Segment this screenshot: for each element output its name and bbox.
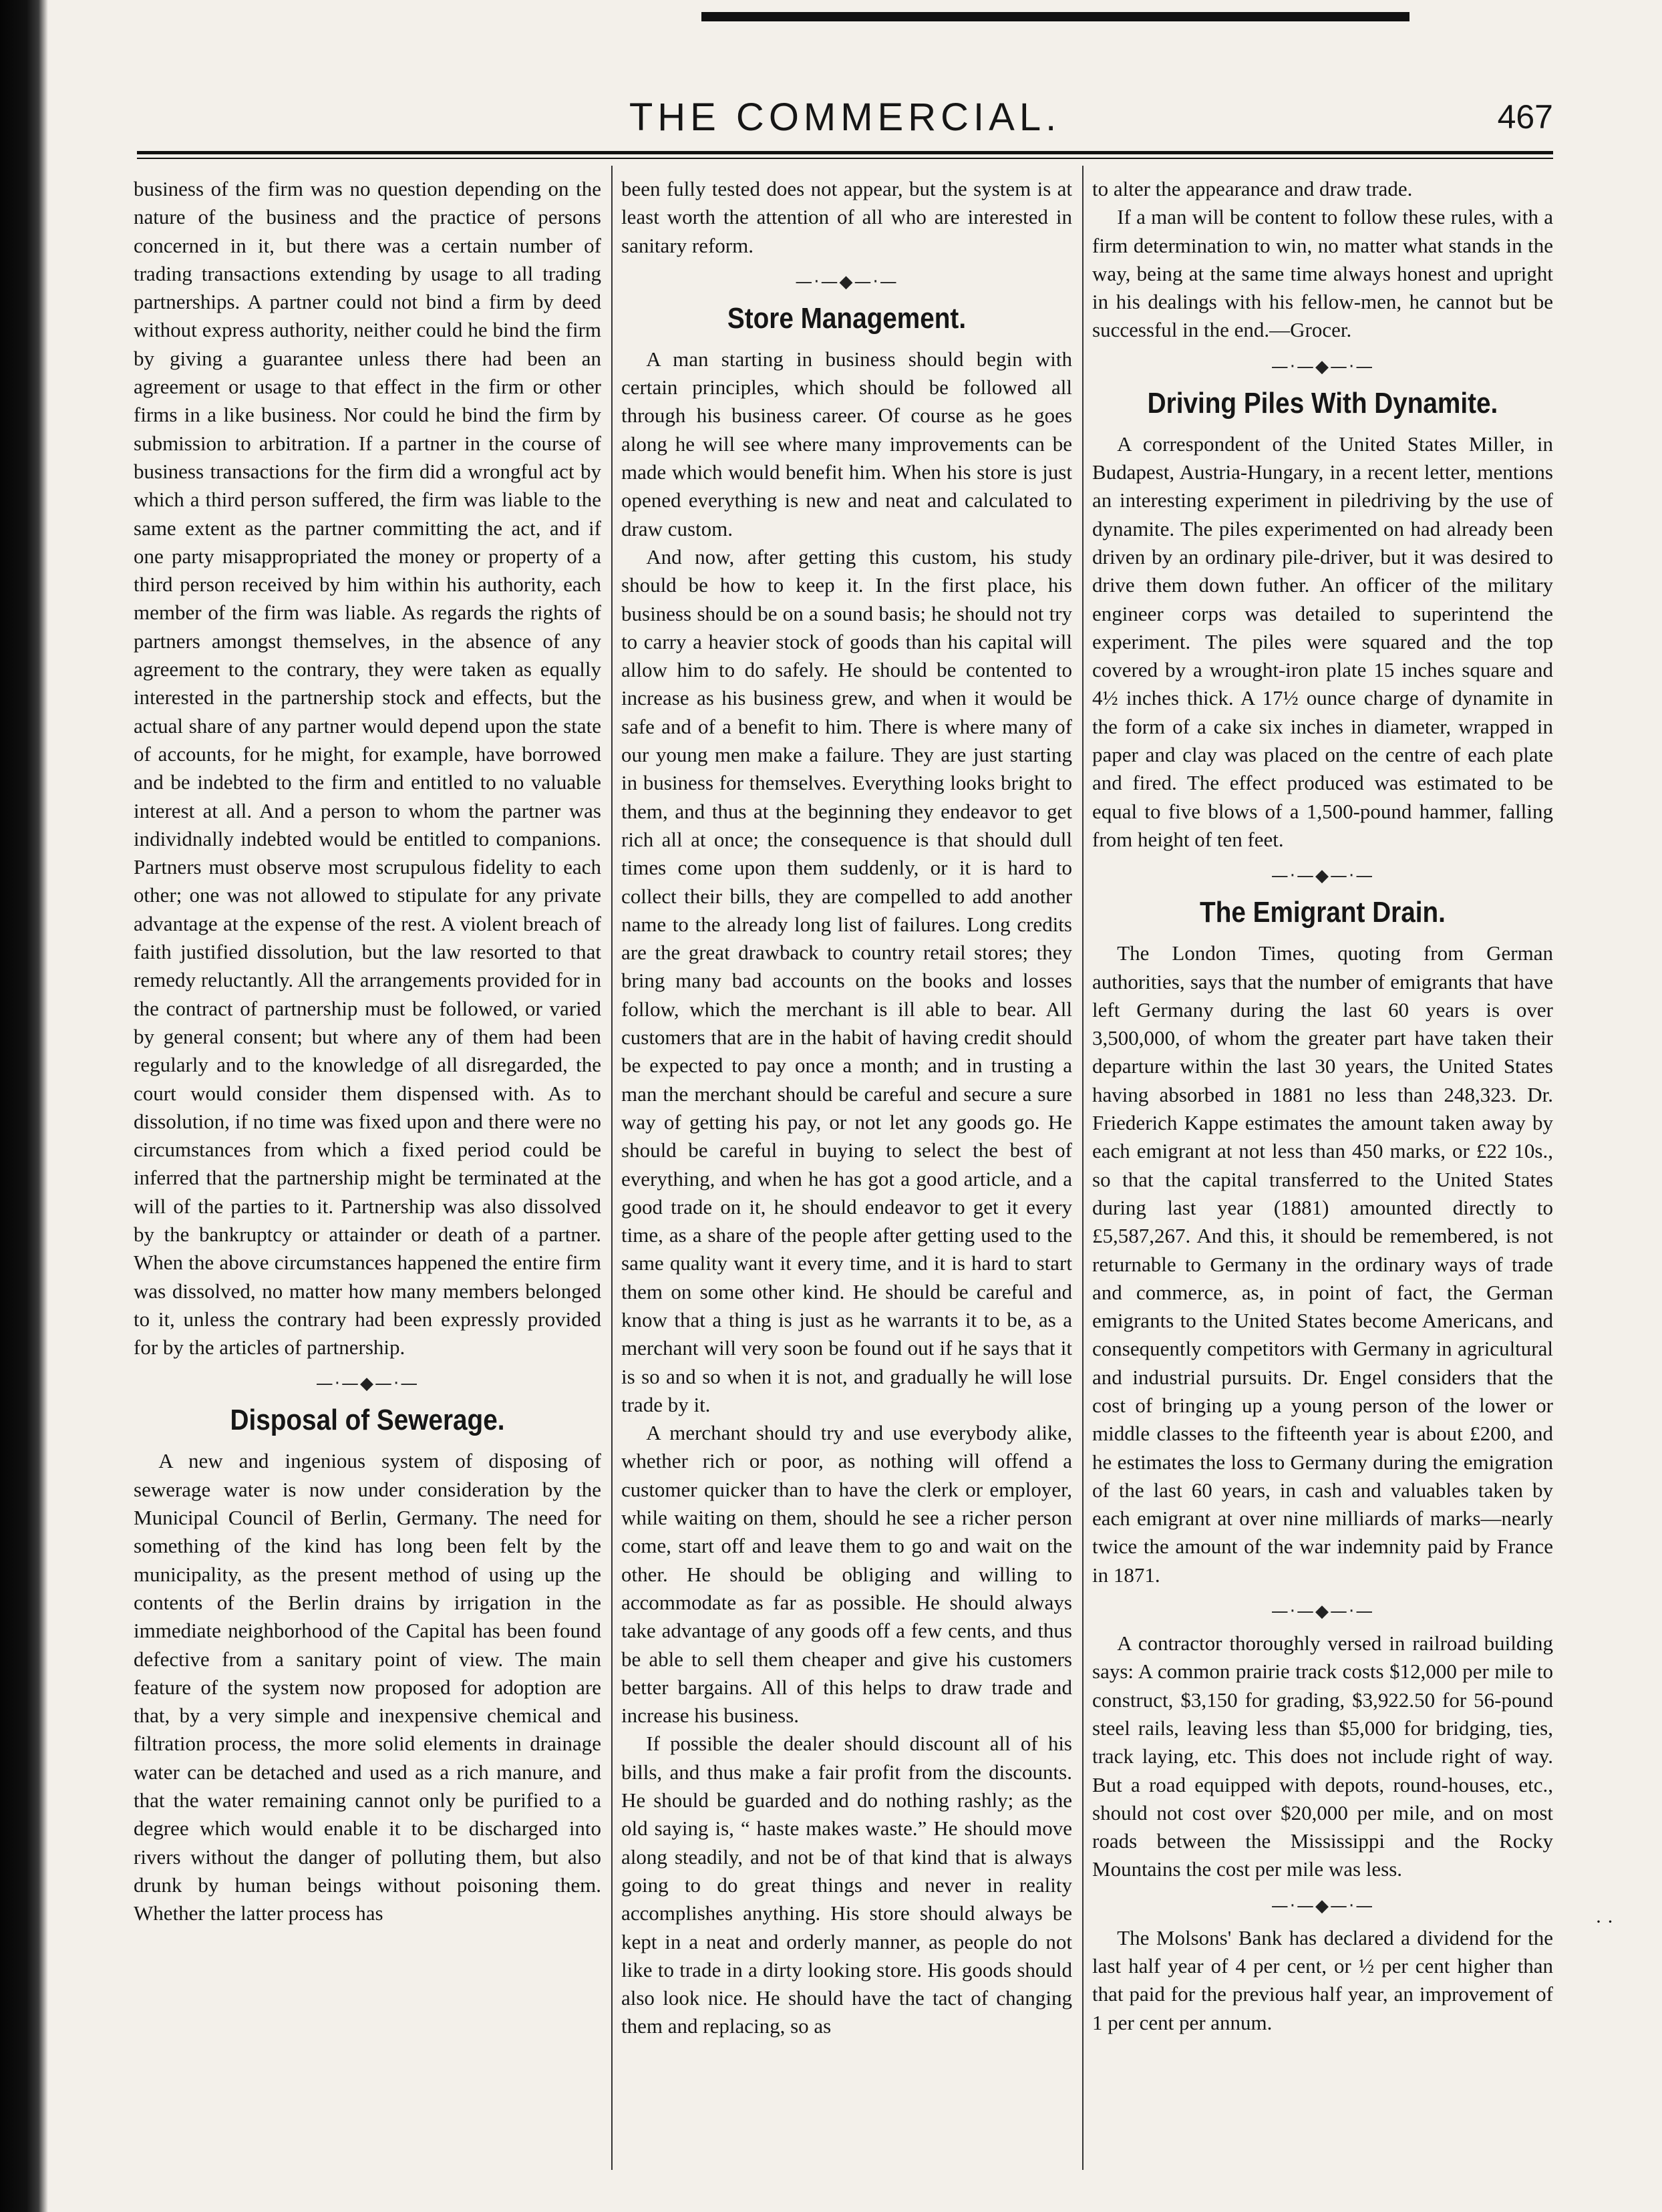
page-number: 467: [1497, 98, 1553, 136]
paragraph: If a man will be content to follow these rules, with a firm determination to win, no matter what stands in the way, being at the same time always honest and upright in his dealings with his fellow-men, he cannot but be successful in the end.—Grocer.: [1092, 205, 1553, 342]
column-left: [134, 175, 601, 2173]
section-separator: —·—◆—·—: [1271, 1895, 1375, 1916]
book-binding-edge: [0, 0, 48, 2212]
paragraph: A man starting in business should begin with certain principles, which should be followed all through his business career. Of course as he goes along he will see where many improvements can be made which would benefit him. When his store is just opened everything is new and neat and calculated to draw custom.: [621, 347, 1072, 540]
paragraph: to alter the appearance and draw trade.: [1092, 177, 1413, 200]
running-title: THE COMMERCIAL.: [629, 96, 1061, 139]
notice-railroad: A contractor thoroughly versed in railroad building says: A common prairie track costs $12,000 per mile to construct, $3,150 for grading, $3,922.50 for 56-pound steel rails, leaving less than $5,000 for bridging, ties, track laying, etc. This does not include right of way. But a road equipped with depots, round-houses, etc., should not cost over $20,000 per mile, and on most roads between the Mississippi and the Rocky Mountains the cost per mile was less.: [1092, 1631, 1553, 1881]
page-header: [137, 95, 1553, 148]
paragraph: business of the firm was no question depending on the nature of the business and the practice of persons concerned in it, but there was a certain number of trading transactions extending by usage to all trading partnerships. A partner could not bind a firm by deed without express authority, neither could he bind the firm by giving a guarantee unless there had been an agreement or usage to that effect in the firm or other firms in a like business. Nor could he bind the firm by submission to arbitration. If a partner in the course of business transactions for the firm did a wrongful act by which a third person suffered, the firm was liable to the same extent as the partner committing the act, and if one party misappropriated the money or property of a third person received by him within his authority, each member of the firm was liable. As regards the rights of partners amongst themselves, in the absence of any agreement to the contrary, they were taken as equally interested in the partnership stock and effects, but the actual share of any partner would depend upon the state of accounts, for he might, for example, have borrowed and be indebted to the firm and entitled to no valuable interest at all. And a person to whom the partner was individnally indebted would be entitled to companions. Partners must observe most scrupulous fidelity to each other; one was not allowed to stipulate for any private advantage at the expense of the rest. A violent breach of faith justified dissolution, but the law resorted to that remedy reluctantly. All the arrangements provided for in the contract of partnership must be followed, or varied by general consent; but where any of them had been regularly and to the knowledge of all disregarded, the court would consider them dispensed with. As to dissolution, if no time was fixed upon and there were no circumstances from which a fixed period could be inferred that the partnership might be terminated at the will of the parties to it. Partnership was also dissolved by the bankruptcy or attainder or death of a partner. When the above circumstances happened the entire firm was dissolved, no matter how many members belonged to it, unless the contrary had been expressly provided for by the articles of partnership.: [134, 177, 601, 1360]
section-separator: —·—◆—·—: [1271, 1601, 1375, 1622]
column-divider: [611, 166, 613, 2170]
headline-disposal-of-sewerage: Disposal of Sewerage.: [230, 1404, 505, 1437]
notice-molsons-bank: The Molsons' Bank has declared a dividend for the last half year of 4 per cent, or ½ per cent higher than that paid for the previous half year, an improvement of 1 per cent per annum.: [1092, 1925, 1553, 2034]
paragraph: The London Times, quoting from German authorities, says that the number of emigrants that have left Germany during the last 60 years is over 3,500,000, of whom the greater part have taken their departure within the last 30 years, the United States having absorbed in 1881 no less than 248,323. Dr. Friederich Kappe estimates the amount taken away by each emigrant at not less than 450 marks, or £22 10s., so that the capital transferred to the United States during last year (1881) amounted directly to £5,587,267. And this, it should be remembered, is not returnable to Germany in the ordinary ways of trade and commerce, as, in point of fact, the German emigrants to the United States become Americans, and consequently competitors with Germany in agricultural and industrial pursuits. Dr. Engel considers that the cost of bringing up a young person of the lower or middle classes to the fifteenth year is about £200, and he estimates the loss to Germany during the emigration of the last 60 years, in cash and valuables taken by each emigrant at over nine milliards of marks—nearly twice the amount of the war indemnity paid by France in 1871.: [1092, 941, 1553, 1587]
column-right: [1092, 175, 1553, 2173]
headline-driving-piles: Driving Piles With Dynamite.: [1147, 386, 1498, 420]
column-divider: [1082, 166, 1084, 2170]
paragraph: If possible the dealer should discount all of his bills, and thus make a fair profit from the discounts. He should be guarded and do nothing rashly; as the old saying is, “ haste makes waste.” He should move along steadily, and not be of that kind that is always going to do great things and never in reality accomplishes anything. His store should always be kept in a neat and orderly manner, as people do not like to trade in a dirty looking store. His goods should also look nice. He should have the tact of changing them and replacing, so as: [621, 1732, 1072, 2038]
headline-store-management: Store Management.: [727, 301, 967, 335]
paragraph: A merchant should try and use everybody alike, whether rich or poor, as nothing will offend a customer quicker than to have the clerk or employer, while waiting on them, should he see a richer person come, start off and leave them to go and wait on the other. He should be obliging and willing to accommodate as far as possible. He should always take advantage of any goods off a few cents, and thus be able to sell them cheaper and give his customers better bargains. All of this helps to draw trade and increase his business.: [621, 1421, 1072, 1728]
paragraph: A correspondent of the United States Miller, in Budapest, Austria-Hungary, in a recent letter, mentions an interesting experiment in piledriving by the use of dynamite. The piles experimented on had already been driven by an ordinary pile-driver, but it was desired to drive them down futher. An officer of the military engineer corps was detailed to superintend the experiment. The piles were squared and the top covered by a wrought-iron plate 15 inches square and 4½ inches thick. A 17½ ounce charge of dynamite in the form of a cake six inches in diameter, wrapped in paper and clay was placed on the centre of each plate and fired. The effect produced was estimated to be equal to five blows of a 1,500-pound hammer, falling from height of ten feet.: [1092, 432, 1553, 851]
top-rule: [701, 12, 1409, 21]
headline-emigrant-drain: The Emigrant Drain.: [1200, 896, 1446, 929]
section-separator: —·—◆—·—: [315, 1374, 420, 1394]
ink-speck: · ·: [1595, 1911, 1614, 1933]
header-rule: [137, 151, 1553, 154]
paragraph: been fully tested does not appear, but the system is at least worth the attention of all who are interested in sanitary reform.: [621, 177, 1072, 257]
section-separator: —·—◆—·—: [1271, 866, 1375, 887]
section-separator: —·—◆—·—: [795, 271, 898, 292]
paragraph: And now, after getting this custom, his study should be how to keep it. In the first place, his business should be on a sound basis; he should not try to carry a heavier stock of goods than his capital will allow him to do safely. He should be contented to increase as his business grew, and when it would be safe and of a benefit to him. There is where many of our young men make a failure. They are just starting in business for themselves. Everything looks bright to them, and thus at the beginning they endeavor to get rich all at once; the consequence is that should dull times come upon them suddenly, or it is hard to collect their bills, they are compelled to add another name to the already long list of failures. Long credits are the great drawback to country retail stores; they bring many bad accounts on the books and losses follow, which the merchant is ill able to bear. All customers that are in the habit of having credit should be expected to pay once a month; and in trusting a man the merchant should be careful and secure a sure way of getting his pay, or not let any goods go. He should be careful in buying to select the best of everything, and when he has got a good article, and a good trade on it, he should endeavor to get it every time, as a share of the people after getting used to the same quality want it every time, and it is hard to start them on some other kind. He should be careful and know that a thing is just as he warrants it to be, as a merchant will very soon be found out if he says that it is so and so when it is not, and gradually he will lose trade by it.: [621, 544, 1072, 1416]
section-separator: —·—◆—·—: [1271, 356, 1375, 377]
paragraph: A new and ingenious system of disposing of sewerage water is now under consideration by the Municipal Council of Berlin, Germany. The need for something of the kind has long been felt by the municipality, as the present method of using up the contents of the Berlin drains by irrigation in the immediate neighborhood of the Capital has been found defective from a sanitary point of view. The main feature of the system now proposed for adoption are that, by a very simple and inexpensive chemical and filtration process, the more solid elements in drainage water can be detached and used as a rich manure, and that the water remaining cannot only be purified to a degree which would enable it to be discharged into rivers without the danger of polluting them, but also drunk by human beings without poisoning them. Whether the latter process has: [134, 1449, 601, 1925]
column-middle: [621, 175, 1072, 2173]
header-rule-thin: [137, 158, 1553, 159]
